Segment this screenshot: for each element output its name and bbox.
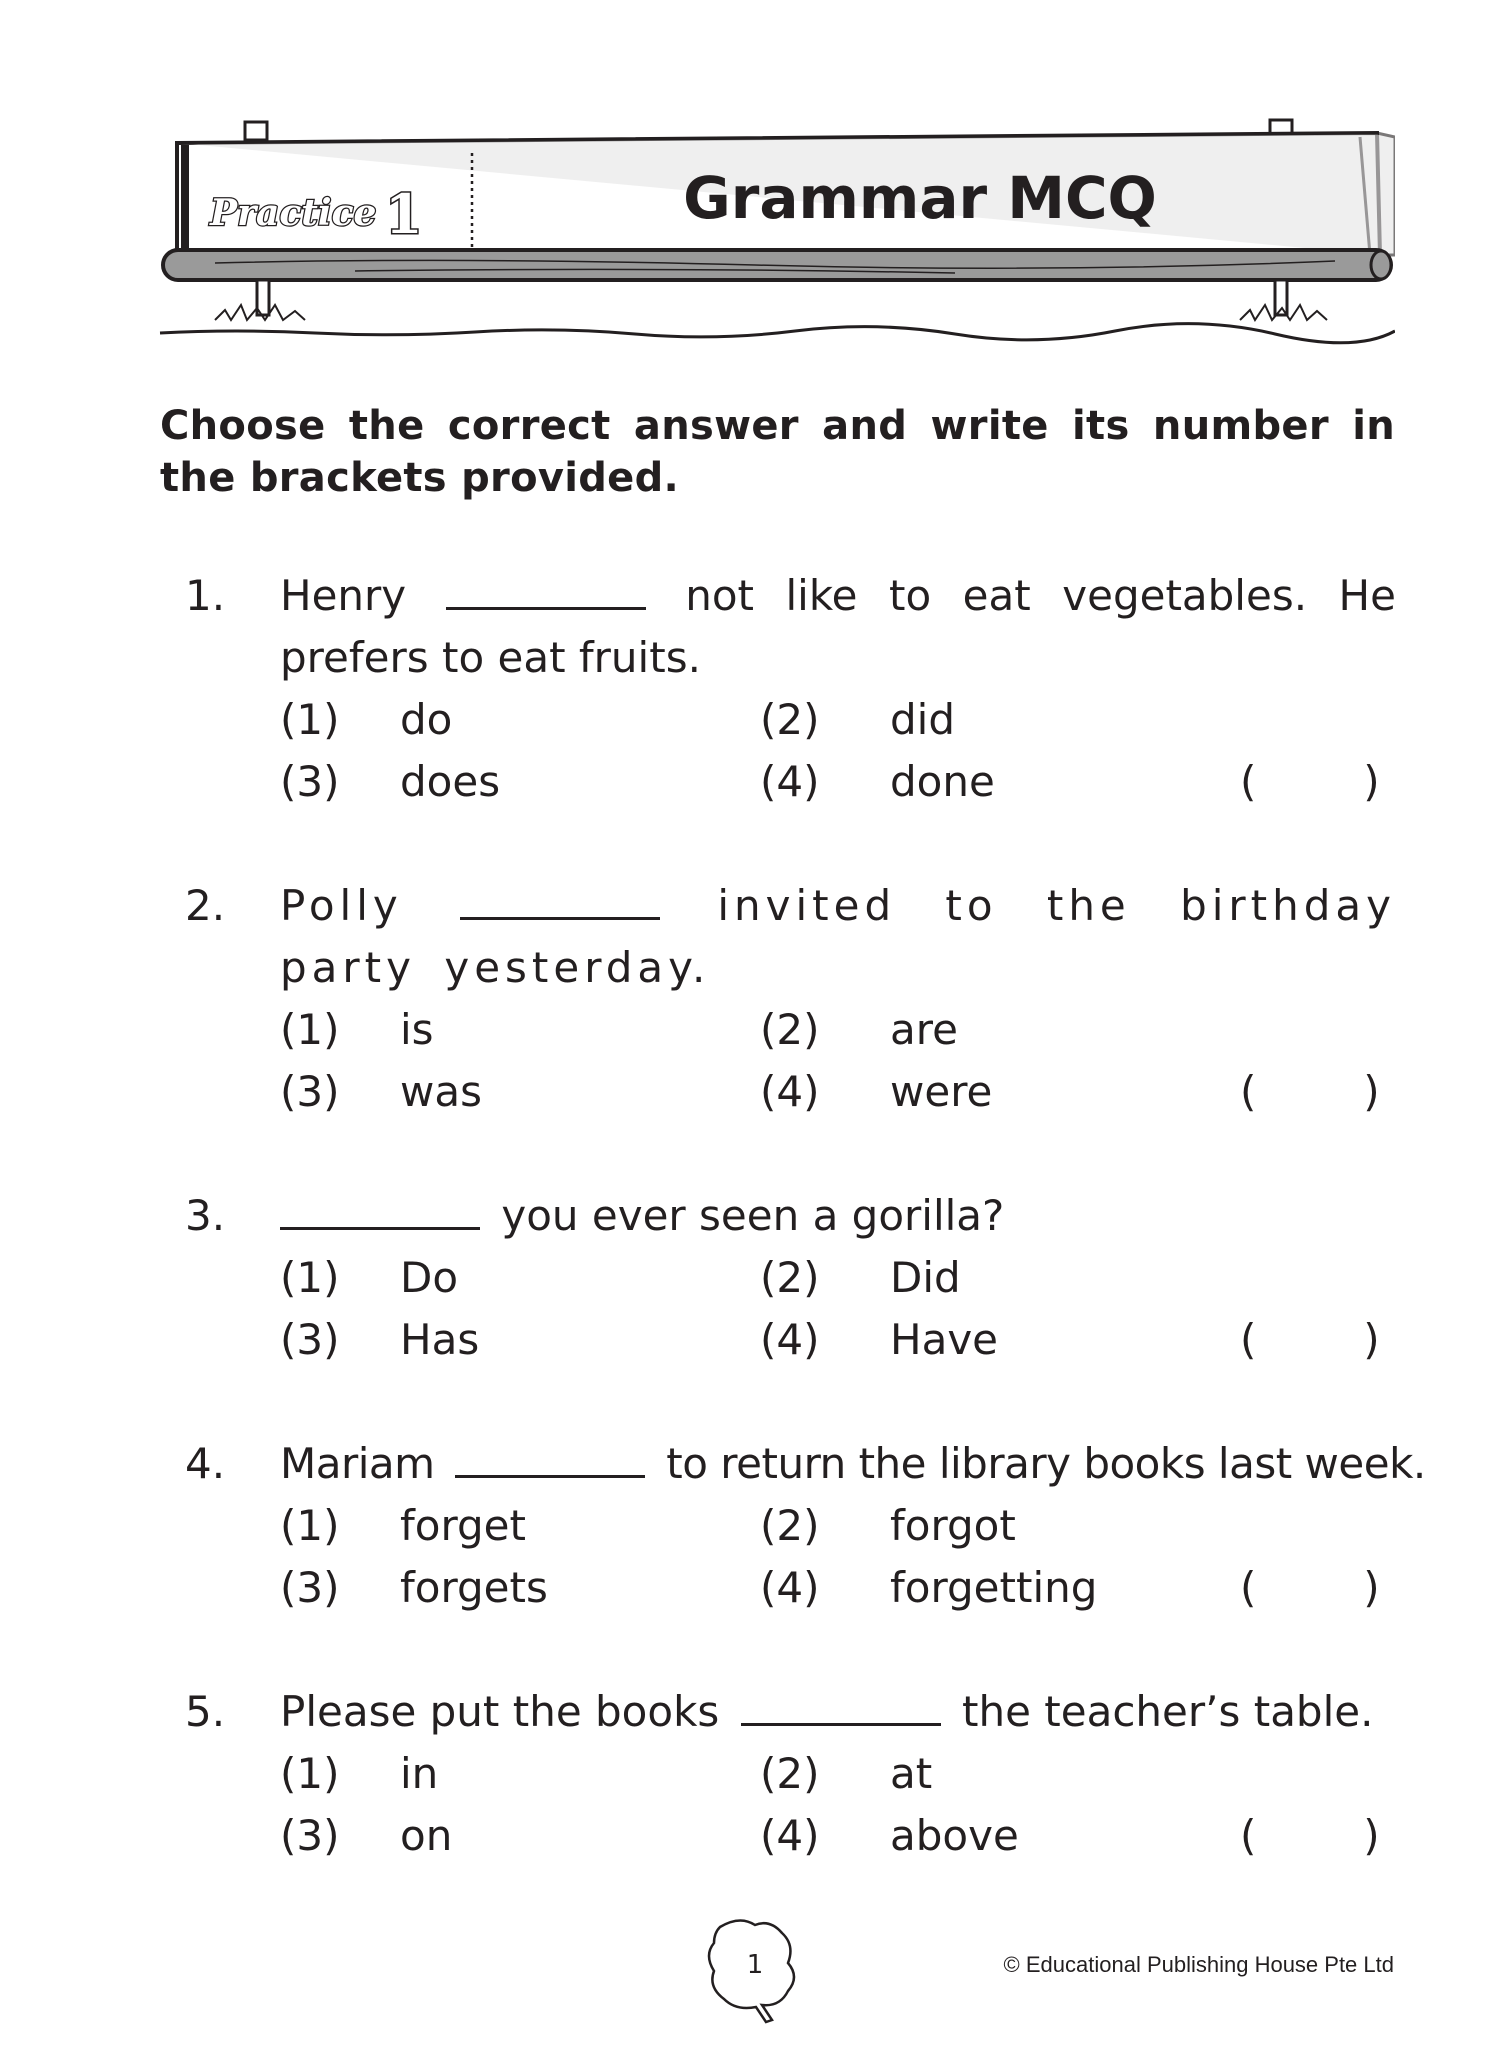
answer-bracket[interactable]: ( ) <box>1240 1563 1380 1612</box>
option-number: (3) <box>280 1563 340 1612</box>
option-text: were <box>890 1067 993 1116</box>
answer-blank <box>460 884 660 920</box>
question-text-before: Please put the books <box>280 1687 720 1736</box>
option-text: at <box>890 1749 933 1798</box>
page-number: 1 <box>746 1950 764 1980</box>
instructions: Choose the correct answer and write its number in the brackets provided. <box>160 403 1395 501</box>
question-number: 5. <box>185 1687 226 1736</box>
option-text: forgot <box>890 1501 1016 1550</box>
option-text: Have <box>890 1315 999 1364</box>
option-number: (4) <box>760 1563 820 1612</box>
question-number: 1. <box>185 571 226 620</box>
question-text-after: the teacher’s table. <box>962 1687 1374 1736</box>
question-number: 3. <box>185 1191 226 1240</box>
option-number: (2) <box>760 695 820 744</box>
question-4 <box>160 1433 1426 1623</box>
answer-blank <box>446 574 646 610</box>
option-number: (4) <box>760 1067 820 1116</box>
practice-number: 1 <box>385 182 423 246</box>
option-number: (4) <box>760 757 820 806</box>
option-number: (1) <box>280 1253 340 1302</box>
question-text <box>280 1185 1396 1247</box>
option-text: forgetting <box>890 1563 1098 1612</box>
option-text: Did <box>890 1253 961 1302</box>
question-text-before: Mariam <box>280 1439 435 1488</box>
question-text-before: Henry <box>280 571 407 620</box>
question-text <box>280 1433 1426 1495</box>
option-text: done <box>890 757 995 806</box>
question-text-after: you ever seen a gorilla? <box>501 1191 1005 1240</box>
answer-blank <box>455 1442 645 1478</box>
option-number: (3) <box>280 1067 340 1116</box>
option-number: (4) <box>760 1315 820 1364</box>
option-number: (2) <box>760 1005 820 1054</box>
question-text-after: not like to eat vegetables. He prefers to eat fruits. <box>280 571 1396 682</box>
answer-bracket[interactable]: ( ) <box>1240 757 1380 806</box>
answer-bracket[interactable]: ( ) <box>1240 1315 1380 1364</box>
option-text: was <box>400 1067 482 1116</box>
question-text-after: invited to the birthday party yesterday. <box>280 881 1396 992</box>
question-text-before: Polly <box>280 881 403 930</box>
option-number: (2) <box>760 1253 820 1302</box>
answer-blank <box>741 1690 941 1726</box>
question-3 <box>160 1185 1400 1375</box>
question-2 <box>160 875 1400 1125</box>
question-text-after: to return the library books last week. <box>666 1439 1426 1488</box>
question-5 <box>160 1681 1400 1871</box>
option-text: in <box>400 1749 439 1798</box>
option-text: on <box>400 1811 453 1860</box>
answer-blank <box>280 1194 480 1230</box>
option-number: (3) <box>280 1811 340 1860</box>
question-text <box>280 875 1396 999</box>
option-number: (2) <box>760 1501 820 1550</box>
option-number: (4) <box>760 1811 820 1860</box>
header-banner <box>155 115 1395 350</box>
copyright: © Educational Publishing House Pte Ltd <box>1003 1952 1394 1977</box>
option-text: do <box>400 695 453 744</box>
option-number: (1) <box>280 1005 340 1054</box>
option-text: is <box>400 1005 434 1054</box>
option-text: Has <box>400 1315 480 1364</box>
option-number: (1) <box>280 695 340 744</box>
option-number: (2) <box>760 1749 820 1798</box>
option-text: forget <box>400 1501 526 1550</box>
question-1 <box>160 565 1400 815</box>
option-number: (1) <box>280 1749 340 1798</box>
answer-bracket[interactable]: ( ) <box>1240 1067 1380 1116</box>
question-text <box>280 1681 1396 1743</box>
question-number: 2. <box>185 881 226 930</box>
option-number: (1) <box>280 1501 340 1550</box>
option-number: (3) <box>280 1315 340 1364</box>
option-text: above <box>890 1811 1019 1860</box>
page-title: Grammar MCQ <box>683 164 1157 232</box>
option-number: (3) <box>280 757 340 806</box>
practice-label: Practice <box>210 192 377 234</box>
option-text: forgets <box>400 1563 548 1612</box>
option-text: did <box>890 695 955 744</box>
option-text: does <box>400 757 501 806</box>
question-number: 4. <box>185 1439 226 1488</box>
option-text: are <box>890 1005 958 1054</box>
answer-bracket[interactable]: ( ) <box>1240 1811 1380 1860</box>
option-text: Do <box>400 1253 459 1302</box>
question-text <box>280 565 1396 689</box>
